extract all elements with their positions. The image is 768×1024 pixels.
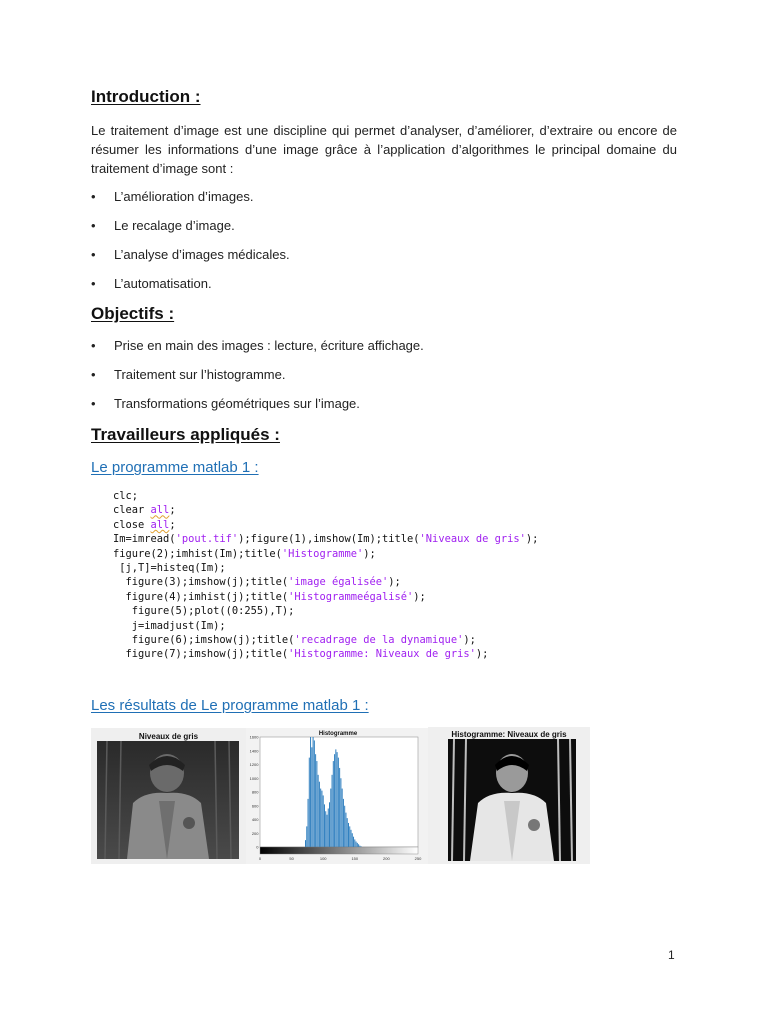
grayscale-colorbar [260,847,418,854]
intro-bullet-list [91,188,681,304]
histogram-bar [339,768,340,847]
histogram-bar [321,791,322,847]
histogram-bar [345,813,346,847]
code-line: figure(7);imshow(j);title('Histogramme: Niveaux de gris'); [113,648,489,661]
objectifs-heading: Objectifs : [91,304,175,323]
histogram-bar [337,752,338,847]
list-item: • Le recalage d’image. [91,218,235,233]
code-line: figure(4);imhist(j);title('Histogrammeégalisé'); [113,590,426,603]
histogram-bar [358,844,359,847]
histogram-bar [310,737,311,847]
histogram-bar [308,799,309,847]
histogram-bar [324,804,325,847]
y-tick-label: 1400 [249,748,259,754]
y-tick-label: 1000 [249,775,259,781]
histogram-bar [326,815,327,847]
y-tick-label: 0 [256,844,259,850]
histogram-bar [333,761,334,847]
histogram-bar [348,823,349,847]
y-tick-label: 800 [251,789,259,795]
list-item: • L’analyse d’images médicales. [91,247,290,262]
histogram-bar [320,789,321,847]
code-block [113,489,538,662]
figure-title: Histogramme: Niveaux de gris [451,730,567,739]
histogram-bar [323,795,324,847]
figure-niveaux-de-gris [91,728,246,864]
histogram-bar [306,826,307,847]
histogram-bar [311,747,312,847]
histogram-bar [313,737,314,847]
histogram-bar [357,843,358,847]
histogram-bar [347,818,348,847]
histogram-bar [316,761,317,847]
histogram-bar [354,839,355,847]
page-number: 1 [668,948,675,962]
histogram-title: Histogramme [318,731,358,737]
code-line: figure(6);imshow(j);title('recadrage de la dynamique'); [113,633,476,646]
histogram-bar [314,740,315,847]
histogram-bar [349,826,350,847]
list-item: • Prise en main des images : lecture, écriture affichage. [91,338,424,353]
y-tick-label: 1600 [249,734,259,740]
y-tick-label: 600 [251,803,259,809]
histogram-bar [325,811,326,847]
objectifs-bullet-list [91,337,681,424]
x-tick-label: 250 [414,856,422,861]
histogram-bar [335,749,336,847]
code-line: Im=imread('pout.tif');figure(1),imshow(Im);title('Niveaux de gris'); [113,533,539,546]
histogram-bar [328,809,329,848]
histogram-bar [344,806,345,847]
figure-histogramme-niveaux-de-gris [428,727,590,864]
x-tick-label: 150 [351,856,359,861]
histogram-bar [352,833,353,847]
x-tick-label: 200 [383,856,390,861]
histogram-bar [329,802,330,847]
code-line: close all; [113,518,176,531]
code-line: clc; [113,490,139,502]
histogram-bar [353,837,354,847]
histogram-bar [315,754,316,847]
histogram-bar [338,758,339,847]
child-photo-equalized-image [448,739,576,861]
histogram-bar [330,789,331,847]
histogram-bar [318,775,319,847]
y-tick-label: 1200 [249,762,259,767]
histogram-bar [342,789,343,847]
histogram-bar [359,846,360,847]
code-line: figure(3);imshow(j);title('image égalisée'); [113,576,401,589]
travaux-heading: Travailleurs appliqués : [91,425,280,444]
results-heading: Les résultats de Le programme matlab 1 : [91,697,369,714]
intro-paragraph: Le traitement d’image est une discipline qui permet d’analyser, d’améliorer, d’extraire ou encore de résumer les informations d’une image grâce à l’application d’algorithmes le principal domaine du traitement d’image sont : [91,123,677,176]
histogram-bar [351,830,352,847]
histogram-bar [319,782,320,847]
histogram-bar [305,840,306,847]
x-tick-label: 100 [319,856,327,861]
list-item: • L’amélioration d’images. [91,189,254,204]
list-item: • L’automatisation. [91,276,212,291]
histogram-chart [246,728,428,864]
code-line: clear all; [113,504,176,517]
code-line: [j,T]=histeq(Im); [113,561,226,574]
plot-area [260,737,418,847]
histogram-bar [356,842,357,848]
histogram-bar [334,754,335,847]
x-tick-label: 50 [289,856,294,861]
y-tick-label: 400 [251,817,259,822]
child-photo-image [97,741,239,859]
histogram-bar [332,775,333,847]
figure-histogramme [246,728,428,864]
y-tick-label: 200 [251,830,259,836]
code-line: figure(2);imhist(Im);title('Histogramme'); [113,547,376,560]
histogram-bar [343,799,344,847]
code-line: j=imadjust(Im); [113,619,226,632]
histogram-bar [340,778,341,847]
x-tick-label: 0 [258,856,262,861]
code-line: figure(5);plot((0:255),T); [113,605,295,618]
figure-title: Niveaux de gris [138,732,199,741]
intro-heading: Introduction : [91,87,201,106]
program-subheading: Le programme matlab 1 : [91,459,259,476]
list-item: • Transformations géométriques sur l’image. [91,396,360,411]
list-item: • Traitement sur l’histogramme. [91,367,286,382]
histogram-bar [309,758,310,847]
